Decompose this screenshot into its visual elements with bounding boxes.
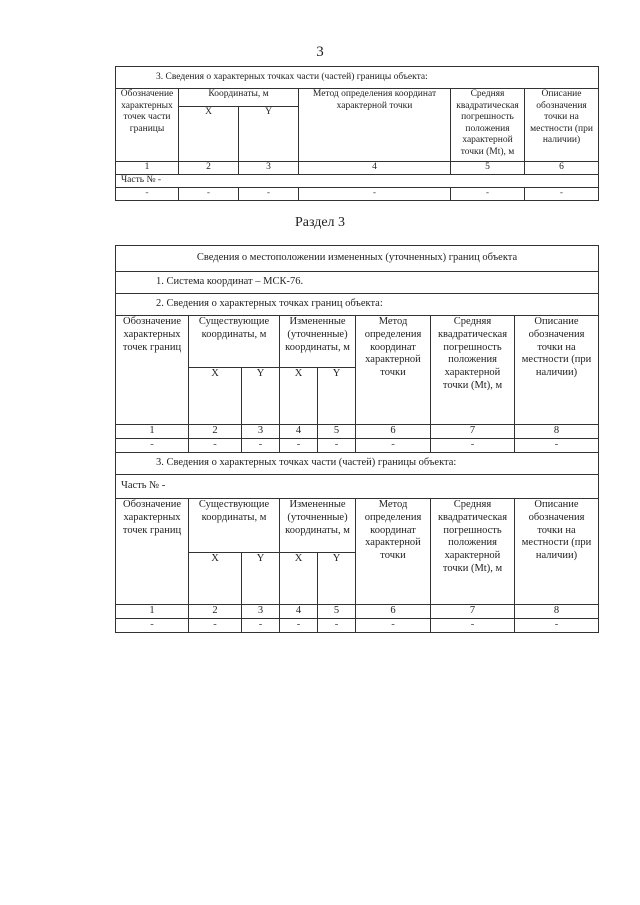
header-error: Средняя квадратическая погрешность положения характерной точки (Mt), м — [451, 89, 525, 162]
col-number: 4 — [299, 162, 451, 175]
header-coordinates: Координаты, м — [179, 89, 299, 107]
header-existing-coordinates: Существующие координаты, м — [189, 316, 280, 368]
col-number: 6 — [356, 425, 431, 439]
table-cell: - — [116, 619, 189, 633]
header-changed-coordinates: Измененные (уточненные) координаты, м — [280, 316, 356, 368]
header-error: Средняя квадратическая погрешность положения характерной точки (Mt), м — [431, 499, 515, 605]
header-changed-coordinates: Измененные (уточненные) координаты, м — [280, 499, 356, 553]
part-label: Часть № - — [116, 175, 599, 188]
col-number: 2 — [189, 605, 242, 619]
table-cell: - — [515, 439, 599, 453]
header-description: Описание обозначения точки на местности (при наличии) — [515, 499, 599, 605]
col-number: 4 — [280, 605, 318, 619]
header-point-designation: Обозначение характерных точек границ — [116, 316, 189, 425]
col-number: 2 — [189, 425, 242, 439]
header-y: Y — [242, 368, 280, 425]
col-number: 8 — [515, 425, 599, 439]
part-label: Часть № - — [116, 475, 599, 499]
table-row — [116, 425, 599, 439]
col-number: 1 — [116, 605, 189, 619]
table2-subtitle: 2. Сведения о характерных точках границ объекта: — [116, 294, 599, 316]
header-x: X — [189, 553, 242, 605]
table-row — [116, 619, 599, 633]
table-cell: - — [116, 439, 189, 453]
table1-title: 3. Сведения о характерных точках части (частей) границы объекта: — [116, 67, 599, 89]
table-cell: - — [318, 619, 356, 633]
table-changed-boundaries — [115, 245, 599, 633]
table-cell: - — [280, 619, 318, 633]
col-number: 5 — [318, 605, 356, 619]
col-number: 6 — [525, 162, 599, 175]
table-cell: - — [451, 188, 525, 201]
table-cell: - — [189, 439, 242, 453]
table-cell: - — [431, 439, 515, 453]
table-row — [116, 188, 599, 201]
col-number: 7 — [431, 425, 515, 439]
header-y: Y — [318, 553, 356, 605]
table-part-points — [115, 66, 599, 201]
col-number: 1 — [116, 425, 189, 439]
header-existing-coordinates: Существующие координаты, м — [189, 499, 280, 553]
col-number: 3 — [242, 605, 280, 619]
table-cell: - — [189, 619, 242, 633]
part-points-title: 3. Сведения о характерных точках части (частей) границы объекта: — [116, 453, 599, 475]
header-description: Описание обозначения точки на местности (при наличии) — [525, 89, 599, 162]
col-number: 6 — [356, 605, 431, 619]
col-number: 1 — [116, 162, 179, 175]
table-row — [116, 605, 599, 619]
header-point-designation: Обозначение характерных точек границ — [116, 499, 189, 605]
header-x: X — [179, 107, 239, 162]
header-x: X — [280, 553, 318, 605]
table-cell: - — [242, 619, 280, 633]
header-error: Средняя квадратическая погрешность положения характерной точки (Mt), м — [431, 316, 515, 425]
header-method: Метод определения координат характерной точки — [356, 316, 431, 425]
table-row — [116, 162, 599, 175]
header-method: Метод определения координат характерной точки — [299, 89, 451, 162]
table-row — [116, 439, 599, 453]
table-cell: - — [116, 188, 179, 201]
table-cell: - — [280, 439, 318, 453]
col-number: 4 — [280, 425, 318, 439]
table-cell: - — [356, 439, 431, 453]
col-number: 5 — [451, 162, 525, 175]
col-number: 8 — [515, 605, 599, 619]
header-x: X — [189, 368, 242, 425]
header-description: Описание обозначения точки на местности (при наличии) — [515, 316, 599, 425]
table2-title: Сведения о местоположении измененных (уточненных) границ объекта — [116, 246, 599, 272]
page-number: 3 — [316, 44, 324, 60]
header-y: Y — [239, 107, 299, 162]
table-cell: - — [318, 439, 356, 453]
header-point-designation: Обозначение характерных точек части границы — [116, 89, 179, 162]
header-method: Метод определения координат характерной точки — [356, 499, 431, 605]
header-x: X — [280, 368, 318, 425]
col-number: 3 — [242, 425, 280, 439]
header-y: Y — [242, 553, 280, 605]
table-cell: - — [431, 619, 515, 633]
col-number: 2 — [179, 162, 239, 175]
table-cell: - — [356, 619, 431, 633]
col-number: 5 — [318, 425, 356, 439]
header-y: Y — [318, 368, 356, 425]
table-cell: - — [299, 188, 451, 201]
col-number: 7 — [431, 605, 515, 619]
table-cell: - — [525, 188, 599, 201]
coordinate-system: 1. Система координат – МСК-76. — [116, 272, 599, 294]
section-title: Раздел 3 — [294, 215, 346, 230]
table-cell: - — [242, 439, 280, 453]
col-number: 3 — [239, 162, 299, 175]
table-cell: - — [179, 188, 239, 201]
table-cell: - — [515, 619, 599, 633]
table-cell: - — [239, 188, 299, 201]
